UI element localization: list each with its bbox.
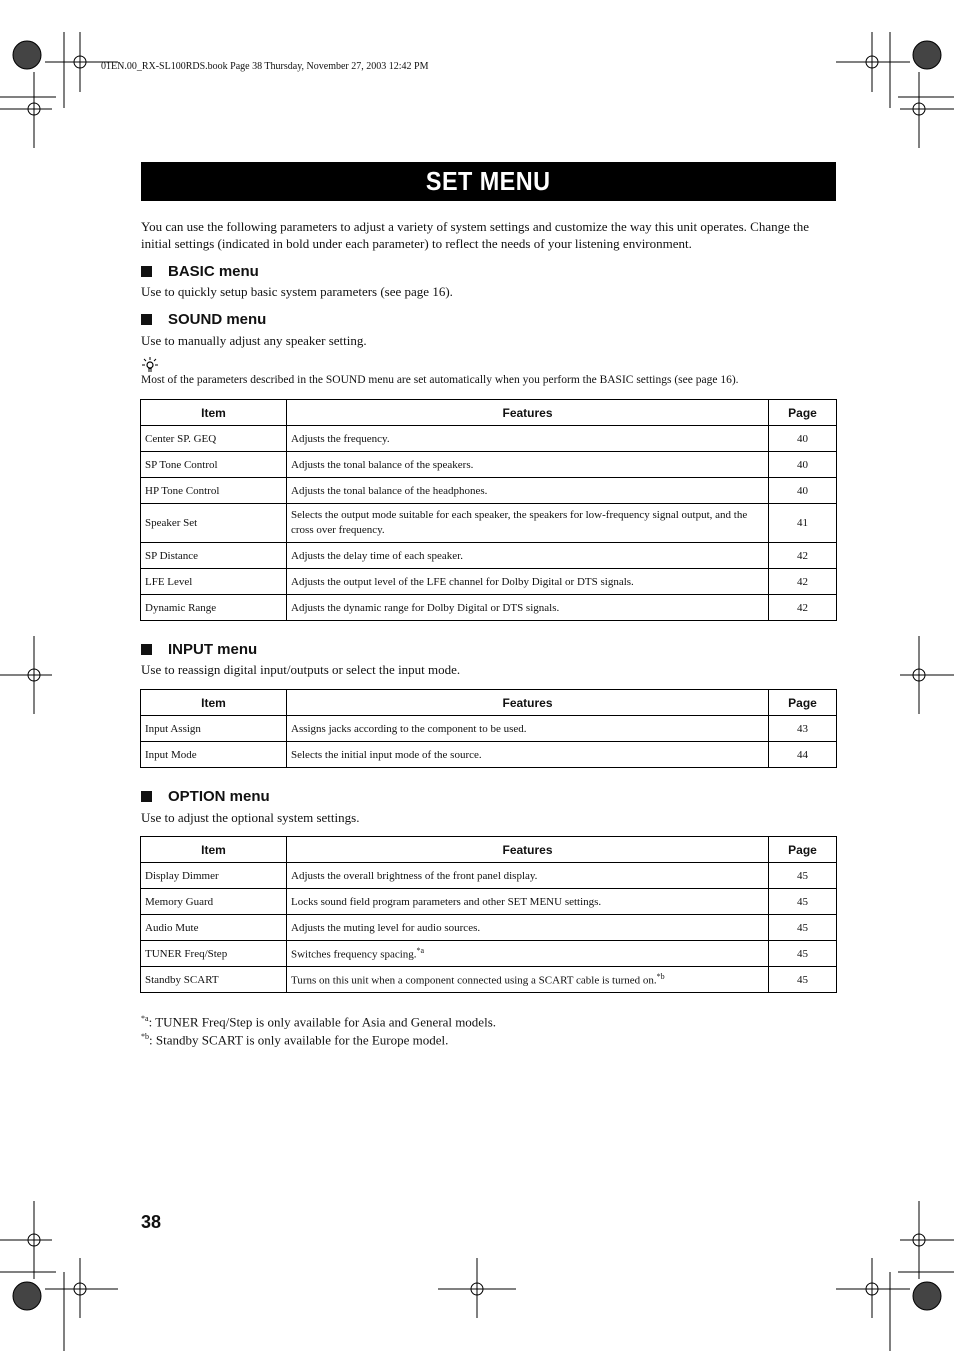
table-row — [141, 716, 837, 742]
cell-page: 42 — [769, 543, 837, 569]
cell-item: Center SP. GEQ — [141, 426, 287, 452]
cell-item: LFE Level — [141, 569, 287, 595]
cell-features — [287, 569, 769, 595]
column-header-item: Item — [141, 837, 287, 863]
basic-menu-desc: Use to quickly setup basic system parameters (see page 16). — [141, 284, 453, 299]
cell-page: 45 — [769, 863, 837, 889]
features-text: Adjusts the muting level for audio sources. — [291, 921, 481, 934]
option-menu-table — [140, 836, 837, 993]
cell-page: 43 — [769, 716, 837, 742]
input-menu-table — [140, 689, 837, 768]
features-text: Adjusts the overall brightness of the front panel display. — [291, 869, 538, 882]
table-row — [141, 478, 837, 504]
table-row — [141, 595, 837, 621]
cell-features — [287, 967, 769, 993]
cell-page: 42 — [769, 595, 837, 621]
footnote-ref: *a — [416, 946, 425, 956]
cell-page: 40 — [769, 478, 837, 504]
features-text: Adjusts the tonal balance of the headphones. — [291, 484, 488, 497]
cell-page: 40 — [769, 452, 837, 478]
sound-menu-tip: Most of the parameters described in the SOUND menu are set automatically when you perform the BASIC settings (see page 16). — [141, 374, 739, 386]
cell-page: 45 — [769, 967, 837, 993]
cell-features — [287, 452, 769, 478]
features-text: Locks sound field program parameters and other SET MENU settings. — [291, 895, 602, 908]
cell-page: 44 — [769, 742, 837, 768]
cell-features — [287, 915, 769, 941]
table-row — [141, 915, 837, 941]
features-text: Adjusts the delay time of each speaker. — [291, 549, 463, 562]
cell-features — [287, 889, 769, 915]
features-text: Adjusts the frequency. — [291, 432, 390, 445]
column-header-page: Page — [769, 837, 837, 863]
cell-features — [287, 504, 769, 543]
features-text: Adjusts the dynamic range for Dolby Digital or DTS signals. — [291, 601, 560, 614]
footnote-a-text: : TUNER Freq/Step is only available for Asia and General models. — [148, 1014, 497, 1030]
column-header-features: Features — [287, 690, 769, 716]
input-menu-heading-text: INPUT menu — [168, 641, 258, 658]
square-bullet-icon — [141, 314, 152, 325]
features-text: Selects the initial input mode of the source. — [291, 748, 482, 761]
page-title: SET MENU — [426, 166, 551, 196]
cell-item: Speaker Set — [141, 504, 287, 543]
table-row — [141, 452, 837, 478]
features-text: Assigns jacks according to the component to be used. — [291, 722, 527, 735]
table-row — [141, 504, 837, 543]
table-row — [141, 543, 837, 569]
cell-features — [287, 543, 769, 569]
file-header-line: 01EN.00_RX-SL100RDS.book Page 38 Thursday, November 27, 2003 12:42 PM — [101, 61, 429, 72]
cell-item: Dynamic Range — [141, 595, 287, 621]
cell-page: 45 — [769, 941, 837, 967]
cell-item: Display Dimmer — [141, 863, 287, 889]
footnote-b-text: : Standby SCART is only available for the Europe model. — [149, 1032, 449, 1048]
features-text: Switches frequency spacing. — [291, 948, 417, 961]
cell-item: TUNER Freq/Step — [141, 941, 287, 967]
table-row — [141, 889, 837, 915]
cell-page: 41 — [769, 504, 837, 543]
cell-item: HP Tone Control — [141, 478, 287, 504]
input-menu-heading — [141, 641, 257, 658]
footnote-a — [141, 1014, 496, 1030]
cell-item: Memory Guard — [141, 889, 287, 915]
cell-features — [287, 595, 769, 621]
square-bullet-icon — [141, 791, 152, 802]
features-text: Adjusts the output level of the LFE channel for Dolby Digital or DTS signals. — [291, 575, 634, 588]
cell-item: Input Assign — [141, 716, 287, 742]
page-title-bar — [141, 162, 836, 201]
cell-page: 40 — [769, 426, 837, 452]
table-row — [141, 742, 837, 768]
cell-features — [287, 941, 769, 967]
footnote-a-mark: *a — [141, 1014, 149, 1023]
cell-page: 45 — [769, 915, 837, 941]
column-header-item: Item — [141, 690, 287, 716]
footnote-b-mark: *b — [141, 1032, 149, 1041]
sound-menu-table — [140, 399, 837, 621]
table-row — [141, 569, 837, 595]
sound-menu-heading — [141, 311, 266, 328]
features-text: Selects the output mode suitable for each speaker, the speakers for low-frequency signal output, and the cross over frequency. — [291, 509, 748, 536]
square-bullet-icon — [141, 266, 152, 277]
cell-item: Standby SCART — [141, 967, 287, 993]
cell-page: 45 — [769, 889, 837, 915]
cell-page: 42 — [769, 569, 837, 595]
basic-menu-heading — [141, 263, 259, 280]
column-header-item: Item — [141, 400, 287, 426]
cell-features — [287, 478, 769, 504]
cell-features — [287, 716, 769, 742]
square-bullet-icon — [141, 644, 152, 655]
table-row — [141, 426, 837, 452]
cell-features — [287, 742, 769, 768]
tip-lightbulb-icon — [141, 357, 159, 373]
features-text: Adjusts the tonal balance of the speakers. — [291, 458, 474, 471]
cell-item: SP Distance — [141, 543, 287, 569]
option-menu-heading-text: OPTION menu — [168, 788, 270, 805]
sound-menu-desc: Use to manually adjust any speaker setting. — [141, 333, 367, 348]
cell-features — [287, 863, 769, 889]
footnote-ref: *b — [656, 972, 665, 982]
intro-paragraph: You can use the following parameters to adjust a variety of system settings and customize the way this unit operates. Change the initial settings (indicated in bold under each parameter) to reflect the needs of your listening environment. — [141, 219, 810, 251]
cell-item: Audio Mute — [141, 915, 287, 941]
option-menu-desc: Use to adjust the optional system settings. — [141, 810, 360, 825]
basic-menu-heading-text: BASIC menu — [168, 263, 259, 280]
input-menu-desc: Use to reassign digital input/outputs or select the input mode. — [141, 662, 461, 677]
features-text: Turns on this unit when a component connected using a SCART cable is turned on. — [291, 974, 657, 987]
cell-item: SP Tone Control — [141, 452, 287, 478]
cell-item: Input Mode — [141, 742, 287, 768]
page-number: 38 — [141, 1212, 162, 1232]
option-menu-heading — [141, 788, 270, 805]
sound-menu-heading-text: SOUND menu — [168, 311, 267, 328]
column-header-features: Features — [287, 837, 769, 863]
table-row — [141, 863, 837, 889]
footnote-b — [141, 1032, 448, 1048]
table-row — [141, 941, 837, 967]
cell-features — [287, 426, 769, 452]
table-row — [141, 967, 837, 993]
column-header-page: Page — [769, 400, 837, 426]
column-header-page: Page — [769, 690, 837, 716]
column-header-features: Features — [287, 400, 769, 426]
